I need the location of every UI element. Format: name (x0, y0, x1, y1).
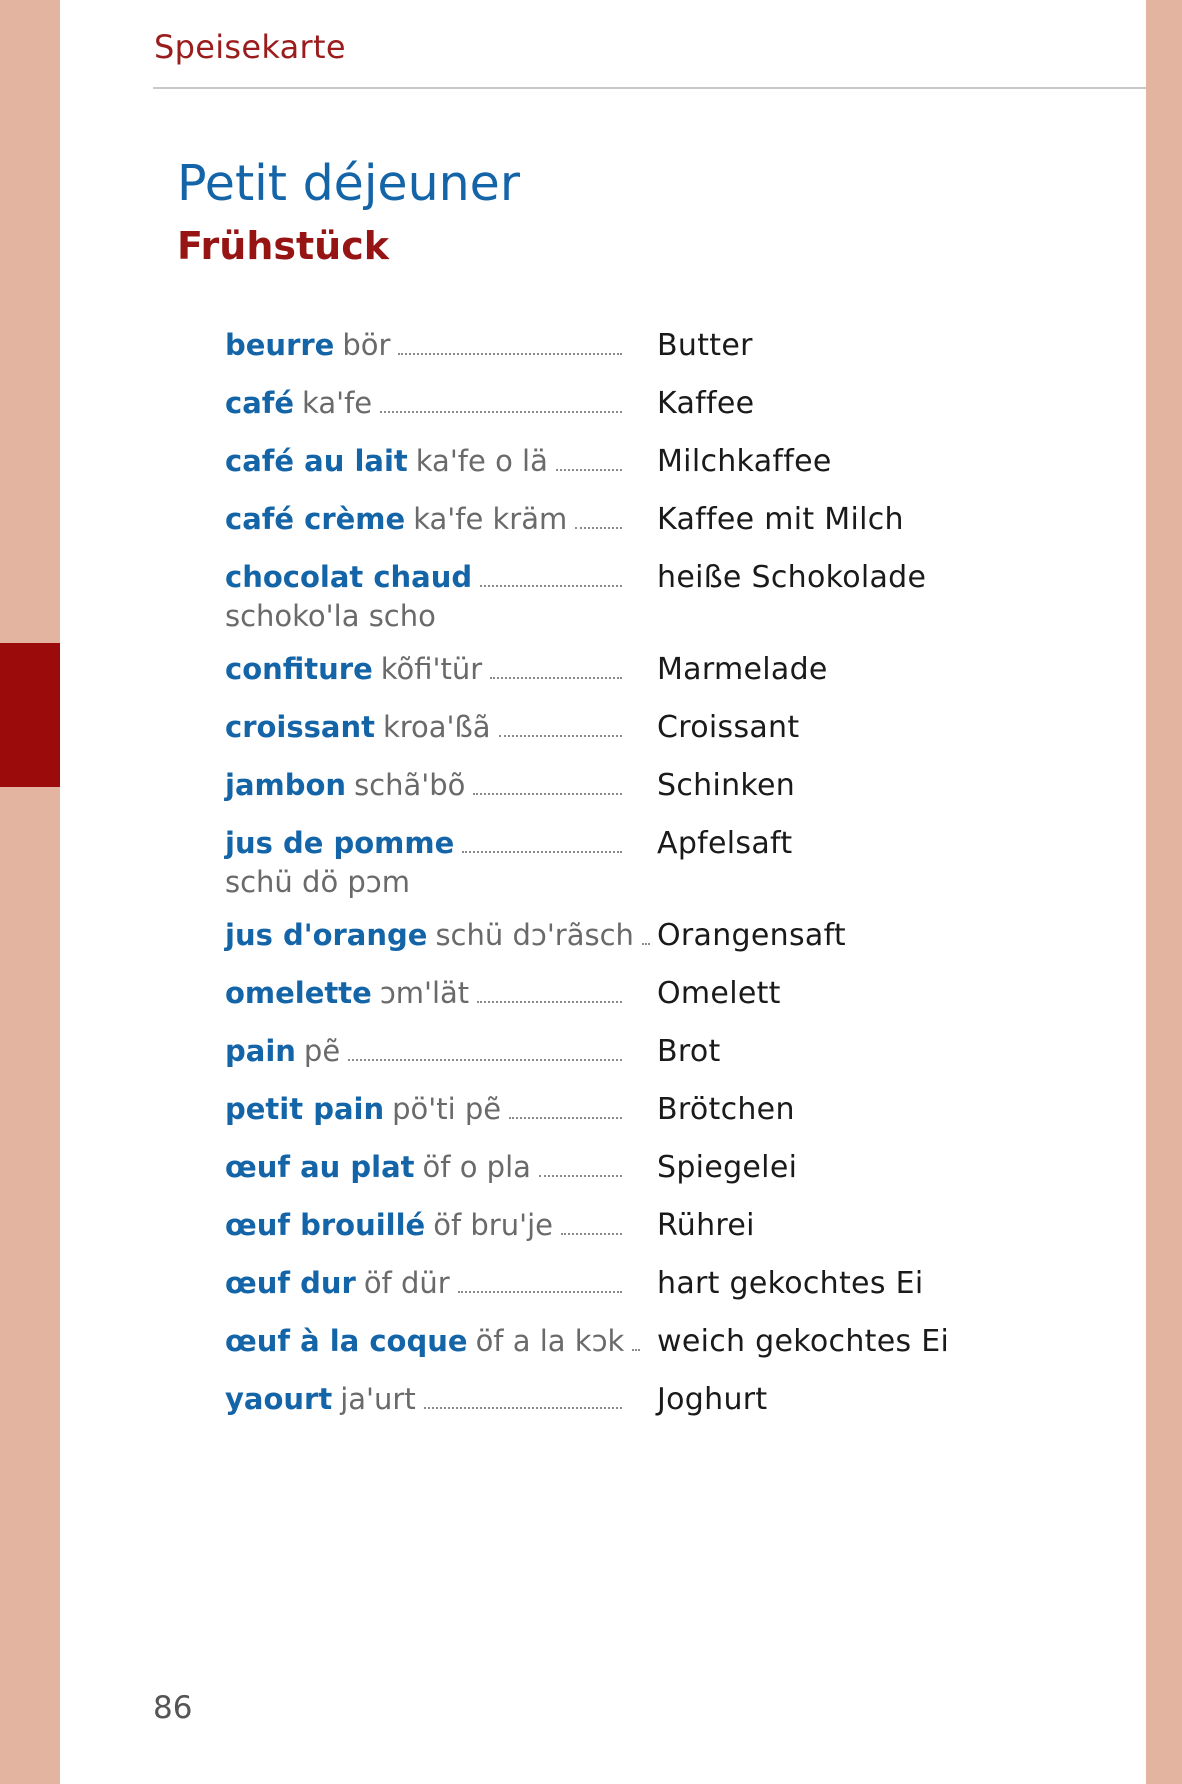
german-translation: Milchkaffee (657, 444, 832, 479)
dot-leader (556, 469, 622, 471)
german-translation: weich gekochtes Ei (657, 1324, 950, 1359)
list-item (225, 824, 985, 902)
german-translation: Joghurt (657, 1382, 768, 1417)
french-term: confiture (225, 652, 373, 686)
french-term: œuf au plat (225, 1150, 415, 1184)
french-term: pain (225, 1034, 296, 1068)
pronunciation: ɔm'lät (379, 976, 470, 1010)
french-term: petit pain (225, 1092, 385, 1126)
french-term: croissant (225, 710, 375, 744)
list-item (225, 442, 985, 481)
list-item (225, 384, 985, 423)
dot-leader (632, 1349, 640, 1351)
dot-leader (348, 1059, 622, 1061)
dot-leader (473, 793, 622, 795)
pronunciation: pö'ti pẽ (392, 1092, 502, 1126)
german-translation: Kaffee mit Milch (657, 502, 904, 537)
page (60, 0, 1146, 1784)
dot-leader (539, 1175, 622, 1177)
list-item (225, 974, 985, 1013)
header-divider (153, 87, 1146, 89)
dot-leader (575, 527, 622, 529)
dot-leader (462, 851, 622, 853)
french-term: œuf brouillé (225, 1208, 426, 1242)
german-translation: hart gekochtes Ei (657, 1266, 924, 1301)
french-term: chocolat chaud (225, 560, 473, 594)
french-term: jambon (225, 768, 347, 802)
list-item (225, 1148, 985, 1187)
list-item (225, 1206, 985, 1245)
pronunciation: schü dö pɔm (225, 865, 410, 899)
list-item (225, 916, 985, 955)
list-item (225, 1380, 985, 1419)
list-item (225, 708, 985, 747)
section-title-german: Frühstück (177, 224, 390, 268)
french-term: yaourt (225, 1382, 333, 1416)
french-term: café (225, 386, 295, 420)
list-item (225, 650, 985, 689)
french-term: œuf dur (225, 1266, 356, 1300)
pronunciation: schü dɔ'rãsch (435, 918, 634, 952)
french-term: café crème (225, 502, 406, 536)
vocabulary-list (225, 326, 985, 1438)
german-translation: Croissant (657, 710, 800, 745)
french-term: jus de pomme (225, 826, 455, 860)
list-item (225, 500, 985, 539)
dot-leader (561, 1233, 622, 1235)
french-term: œuf à la coque (225, 1324, 468, 1358)
pronunciation: kõfi'tür (380, 652, 483, 686)
dot-leader (490, 677, 622, 679)
german-translation: Butter (657, 328, 753, 363)
german-translation: Omelett (657, 976, 781, 1011)
section-title-french: Petit déjeuner (177, 155, 520, 212)
german-translation: Spiegelei (657, 1150, 798, 1185)
dot-leader (398, 353, 622, 355)
list-item (225, 1322, 985, 1361)
dot-leader (424, 1407, 622, 1409)
dot-leader (458, 1291, 622, 1293)
german-translation: Rühre​i (657, 1208, 755, 1243)
dot-leader (480, 585, 622, 587)
list-item (225, 1090, 985, 1129)
pronunciation: öf a la kɔk (475, 1324, 625, 1358)
pronunciation: öf o pla (422, 1150, 531, 1184)
list-item (225, 326, 985, 365)
german-translation: heiße Schokolade (657, 560, 927, 595)
pronunciation: öf dür (363, 1266, 450, 1300)
german-translation: Schinken (657, 768, 796, 803)
german-translation: Marmelade (657, 652, 828, 687)
dot-leader (499, 735, 622, 737)
german-translation: Kaffee (657, 386, 755, 421)
german-translation: Brot (657, 1034, 721, 1069)
list-item (225, 766, 985, 805)
pronunciation: öf bru'je (433, 1208, 553, 1242)
pronunciation: ka'fe (302, 386, 373, 420)
french-term: jus d'orange (225, 918, 428, 952)
pronunciation: kroa'ßã (382, 710, 491, 744)
french-term: omelette (225, 976, 372, 1010)
pronunciation: schoko'la scho (225, 599, 436, 633)
german-translation: Apfelsaft (657, 826, 793, 861)
pronunciation: ka'fe o lä (415, 444, 548, 478)
dot-leader (509, 1117, 622, 1119)
pronunciation: bör (342, 328, 391, 362)
list-item (225, 558, 985, 636)
german-translation: Orangensaft (657, 918, 846, 953)
french-term: café au lait (225, 444, 408, 478)
pronunciation: ja'urt (340, 1382, 416, 1416)
dot-leader (642, 943, 650, 945)
pronunciation: pẽ (303, 1034, 341, 1068)
list-item (225, 1264, 985, 1303)
dot-leader (380, 411, 622, 413)
chapter-thumb-tab (0, 643, 60, 787)
french-term: beurre (225, 328, 335, 362)
dot-leader (477, 1001, 622, 1003)
list-item (225, 1032, 985, 1071)
running-head: Speisekarte (154, 28, 346, 66)
pronunciation: ka'fe kräm (413, 502, 568, 536)
page-number: 86 (153, 1690, 193, 1726)
german-translation: Brötchen (657, 1092, 795, 1127)
pronunciation: schã'bõ (354, 768, 466, 802)
